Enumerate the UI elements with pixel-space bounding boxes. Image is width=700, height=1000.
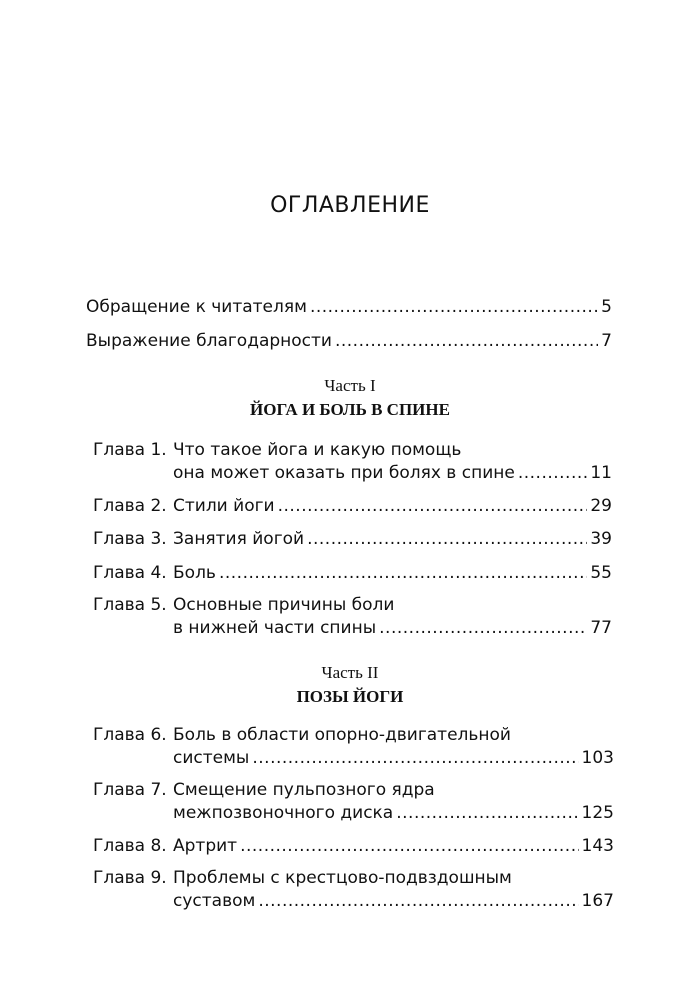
chapter-title: Стили йоги xyxy=(173,496,275,516)
chapter-title: Проблемы с крестцово-подвздошным xyxy=(173,868,512,888)
part-title: ПОЗЫ ЙОГИ xyxy=(296,687,404,706)
chapter-number: Глава 5. xyxy=(93,595,167,615)
chapter-number: Глава 3. xyxy=(93,529,167,549)
page-number: 77 xyxy=(590,618,612,638)
part-label: Часть I xyxy=(324,376,376,395)
dot-leader xyxy=(379,618,587,638)
page-number: 39 xyxy=(590,529,612,549)
dot-leader xyxy=(396,803,578,823)
chapter-number: Глава 1. xyxy=(93,440,167,460)
chapter-title-continued: она может оказать при болях в спине xyxy=(173,463,515,483)
page-number: 55 xyxy=(590,563,612,583)
dot-leader xyxy=(240,836,578,856)
dot-leader xyxy=(278,496,588,516)
chapter-title-continued: межпозвоночного диска xyxy=(173,803,394,823)
entry-title: Обращение к читателям xyxy=(86,297,307,317)
dot-leader xyxy=(335,331,598,351)
chapter-title-continued: системы xyxy=(173,748,250,768)
chapter-title-continued: суставом xyxy=(173,891,256,911)
dot-leader xyxy=(219,563,587,583)
dot-leader xyxy=(252,748,578,768)
chapter-title: Боль в области опорно-двигательной xyxy=(173,725,511,745)
entry-title: Выражение благодарности xyxy=(86,331,332,351)
chapter-number: Глава 2. xyxy=(93,496,167,516)
page-number: 7 xyxy=(601,331,612,351)
chapter-number: Глава 8. xyxy=(93,836,167,856)
chapter-title: Боль xyxy=(173,563,216,583)
page-number: 125 xyxy=(581,803,614,823)
dot-leader xyxy=(310,297,598,317)
dot-leader xyxy=(518,463,588,483)
chapter-number: Глава 9. xyxy=(93,868,167,888)
page-number: 29 xyxy=(590,496,612,516)
chapter-title: Основные причины боли xyxy=(173,595,395,615)
part-title: ЙОГА И БОЛЬ В СПИНЕ xyxy=(250,400,450,419)
chapter-title: Артрит xyxy=(173,836,238,856)
chapter-number: Глава 4. xyxy=(93,563,167,583)
chapter-title: Занятия йогой xyxy=(173,529,305,549)
chapter-number: Глава 7. xyxy=(93,780,167,800)
chapter-title: Смещение пульпозного ядра xyxy=(173,780,435,800)
dot-leader xyxy=(258,891,578,911)
chapter-number: Глава 6. xyxy=(93,725,167,745)
part-label: Часть II xyxy=(321,663,379,682)
page-number: 167 xyxy=(581,891,614,911)
page-number: 5 xyxy=(601,297,612,317)
chapter-title: Что такое йога и какую помощь xyxy=(173,440,462,460)
page-number: 143 xyxy=(581,836,614,856)
page-number: 11 xyxy=(590,463,612,483)
chapter-title-continued: в нижней части спины xyxy=(173,618,377,638)
page-title: ОГЛАВЛЕНИЕ xyxy=(270,193,430,218)
page-number: 103 xyxy=(581,748,614,768)
dot-leader xyxy=(307,529,587,549)
